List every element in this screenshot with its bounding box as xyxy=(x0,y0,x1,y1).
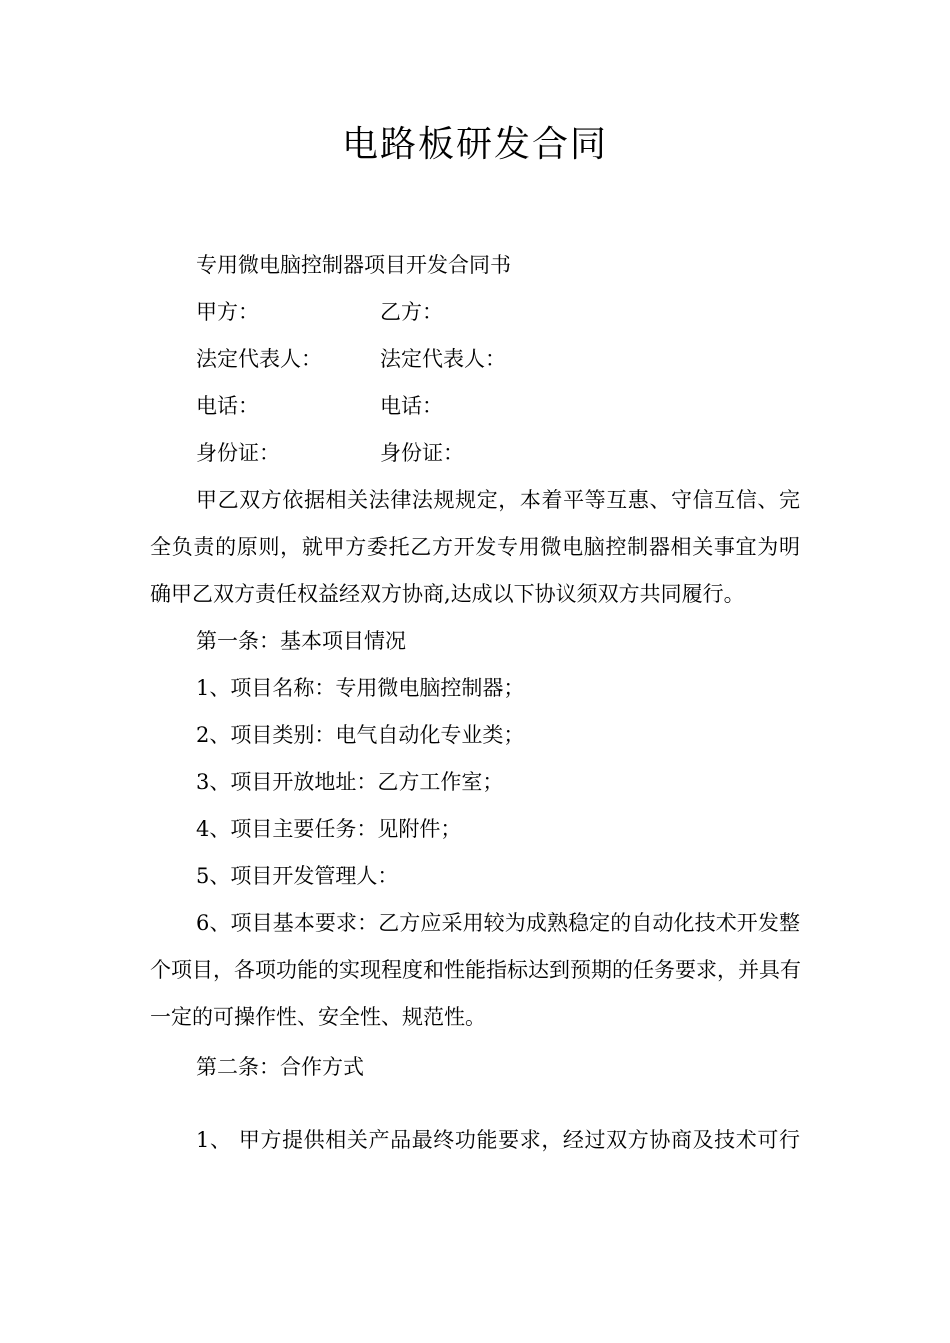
item-6-line-3: 一定的可操作性、安全性、规范性。 xyxy=(150,1005,486,1029)
intro-paragraph xyxy=(150,477,800,618)
article-1-item-3: 3、项目开放地址：乙方工作室； xyxy=(196,770,504,794)
party-b-phone: 电话： xyxy=(380,394,443,418)
intro-line-3: 确甲乙双方责任权益经双方协商,达成以下协议须双方共同履行。 xyxy=(150,582,745,606)
party-a-phone: 电话： xyxy=(196,394,259,418)
party-a-label: 甲方： xyxy=(196,300,259,324)
article-1-item-6 xyxy=(150,900,800,1041)
article-1-item-1: 1、项目名称：专用微电脑控制器； xyxy=(196,676,525,700)
party-b-legal-rep: 法定代表人： xyxy=(380,347,506,371)
intro-line-1: 甲乙双方依据相关法律法规规定，本着平等互惠、守信互信、完 xyxy=(196,488,800,512)
article-2-item-1 xyxy=(150,1117,800,1164)
article-2-heading: 第二条：合作方式 xyxy=(196,1055,364,1079)
intro-line-2: 全负责的原则，就甲方委托乙方开发专用微电脑控制器相关事宜为明 xyxy=(150,535,800,559)
party-b-label: 乙方： xyxy=(380,300,443,324)
article-2-item-1-line: 1、 甲方提供相关产品最终功能要求，经过双方协商及技术可行 xyxy=(196,1128,800,1152)
article-1-item-2: 2、项目类别：电气自动化专业类； xyxy=(196,723,525,747)
document-title: 电路板研发合同 xyxy=(341,124,608,165)
party-a-id: 身份证： xyxy=(196,441,280,465)
party-a-legal-rep: 法定代表人： xyxy=(196,347,322,371)
party-b-id: 身份证： xyxy=(380,441,464,465)
item-6-line-1: 6、项目基本要求：乙方应采用较为成熟稳定的自动化技术开发整 xyxy=(196,911,800,935)
article-1-heading: 第一条：基本项目情况 xyxy=(196,629,406,653)
article-1-item-5: 5、项目开发管理人： xyxy=(196,864,399,888)
item-6-line-2: 个项目，各项功能的实现程度和性能指标达到预期的任务要求，并具有 xyxy=(150,958,801,982)
document-subtitle: 专用微电脑控制器项目开发合同书 xyxy=(196,253,511,277)
article-1-item-4: 4、项目主要任务：见附件； xyxy=(196,817,462,841)
